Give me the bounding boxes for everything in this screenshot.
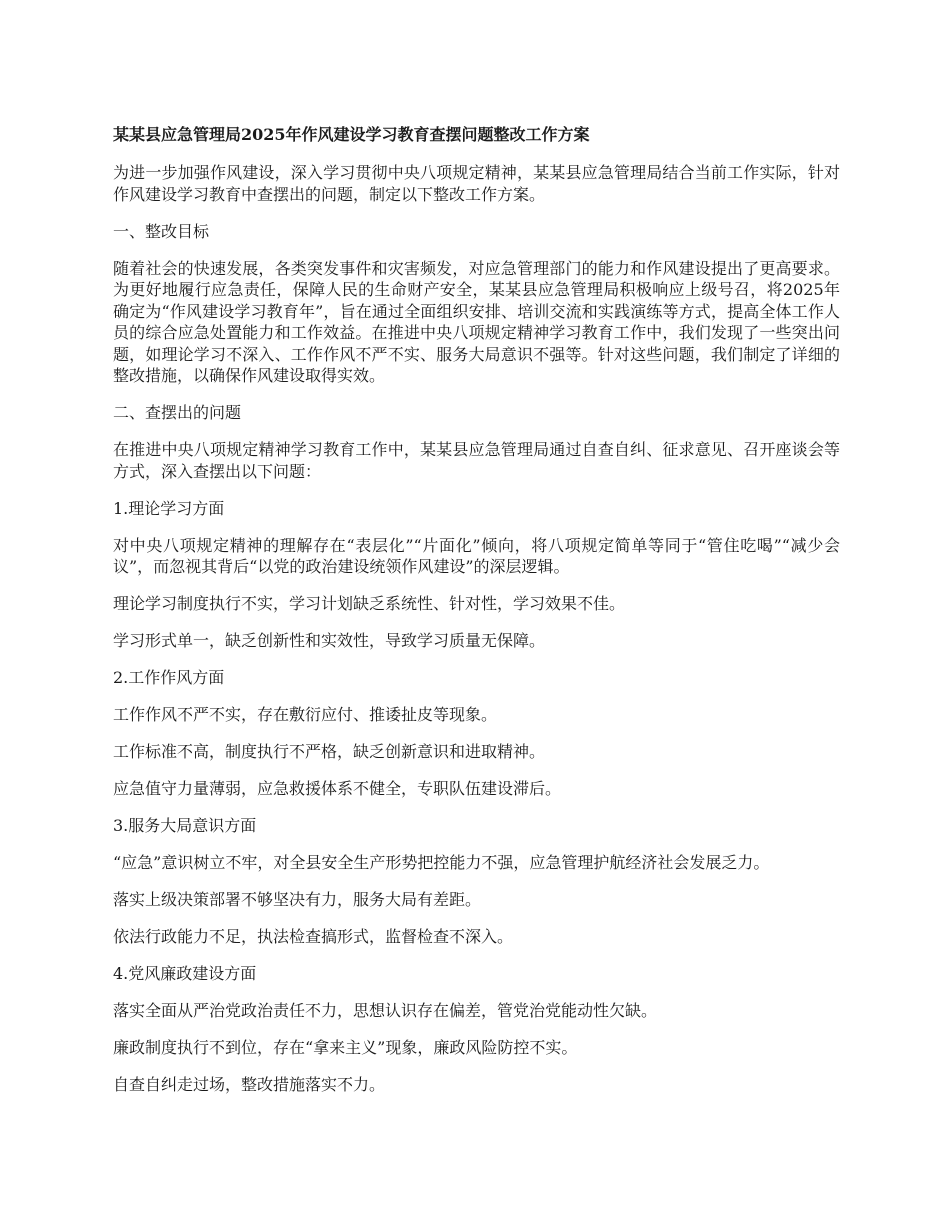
list-item: 廉政制度执行不到位，存在“拿来主义”现象，廉政风险防控不实。	[113, 1038, 578, 1057]
list-item: 工作作风不严不实，存在敷衍应付、推诿扯皮等现象。	[113, 705, 498, 724]
goals-paragraph: 随着社会的快速发展，各类突发事件和灾害频发，对应急管理部门的能力和作风建设提出了更高要求。为更好地履行应急责任，保障人民的生命财产安全，某某县应急管理局积极响应上级号召，将2025年确定为“作风建设学习教育年”，旨在通过全面组织安排、培训交流和实践演练等方式，提高全体工作人员的综合应急处置能力和工作效益。在推进中央八项规定精神学习教育工作中，我们发现了一些突出问题，如理论学习不深入、工作作风不严不实、服务大局意识不强等。针对这些问题，我们制定了详细的整改措施，以确保作风建设取得实效。	[113, 258, 840, 385]
intro-paragraph: 为进一步加强作风建设，深入学习贯彻中央八项规定精神，某某县应急管理局结合当前工作实际，针对作风建设学习教育中查摆出的问题，制定以下整改工作方案。	[113, 163, 840, 204]
list-item: 依法行政能力不足，执法检查搞形式，监督检查不深入。	[113, 927, 514, 946]
section-heading-problems: 二、查摆出的问题	[113, 403, 242, 422]
list-item: 自查自纠走过场，整改措施落实不力。	[113, 1075, 386, 1094]
list-item: 落实全面从严治党政治责任不力，思想认识存在偏差，管党治党能动性欠缺。	[113, 1001, 658, 1020]
problems-intro-paragraph: 在推进中央八项规定精神学习教育工作中，某某县应急管理局通过自查自纠、征求意见、召开座谈会等方式，深入查摆出以下问题：	[113, 440, 840, 481]
subheading-theory-study: 1.理论学习方面	[113, 498, 225, 518]
list-item: 应急值守力量薄弱，应急救援体系不健全，专职队伍建设滞后。	[113, 779, 562, 798]
document-title: 某某县应急管理局2025年作风建设学习教育查摆问题整改工作方案	[113, 125, 590, 144]
document-page	[113, 124, 840, 1111]
list-item: 对中央八项规定精神的理解存在“表层化”“片面化”倾向，将八项规定简单等同于“管住吃喝”“减少会议”，而忽视其背后“以党的政治建设统领作风建设”的深层逻辑。	[113, 535, 840, 576]
subheading-integrity: 4.党风廉政建设方面	[113, 964, 257, 983]
list-item: “应急”意识树立不牢，对全县安全生产形势把控能力不强，应急管理护航经济社会发展乏力。	[113, 853, 770, 872]
section-heading-goals: 一、整改目标	[113, 221, 210, 241]
subheading-work-style: 2.工作作风方面	[113, 668, 225, 687]
subheading-service-awareness: 3.服务大局意识方面	[113, 816, 257, 835]
list-item: 学习形式单一，缺乏创新性和实效性，导致学习质量无保障。	[113, 631, 546, 650]
list-item: 工作标准不高，制度执行不严格，缺乏创新意识和进取精神。	[113, 742, 546, 761]
list-item: 理论学习制度执行不实，学习计划缺乏系统性、针对性，学习效果不佳。	[113, 594, 626, 613]
list-item: 落实上级决策部署不够坚决有力，服务大局有差距。	[113, 890, 482, 909]
